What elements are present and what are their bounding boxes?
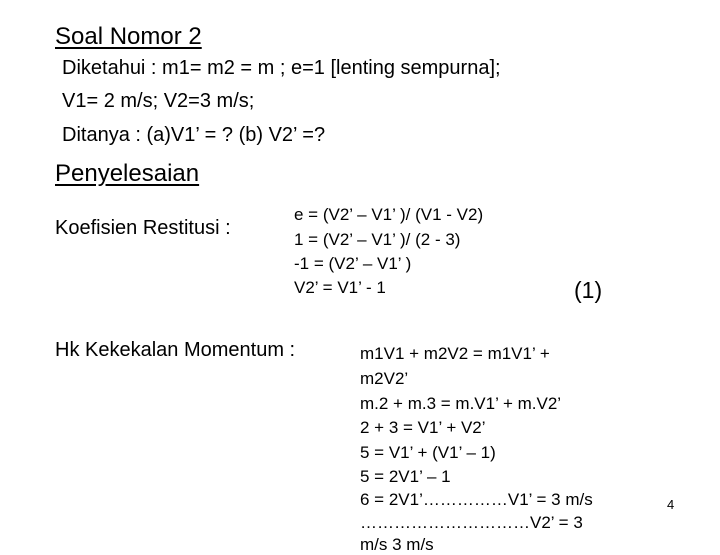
momentum-label: Hk Kekekalan Momentum :	[55, 339, 296, 361]
restitution-line-4: V2’ = V1’ - 1	[294, 278, 386, 297]
page-number: 4	[667, 497, 675, 512]
momentum-line-2: m2V2’	[360, 369, 409, 388]
slide-title: Soal Nomor 2	[55, 23, 202, 50]
momentum-line-3: m.2 + m.3 = m.V1’ + m.V2’	[360, 394, 562, 413]
solution-heading: Penyelesaian	[55, 160, 200, 187]
momentum-line-5: 5 = V1’ + (V1’ – 1)	[360, 443, 496, 462]
momentum-line-6: 5 = 2V1’ – 1	[360, 467, 451, 486]
restitution-line-2: 1 = (V2’ – V1’ )/ (2 - 3)	[294, 230, 461, 249]
momentum-line-1: m1V1 + m2V2 = m1V1’ +	[360, 344, 550, 363]
restitution-label: Koefisien Restitusi :	[55, 217, 231, 239]
restitution-line-1: e = (V2’ – V1’ )/ (V1 - V2)	[294, 205, 484, 224]
asked-line: Ditanya : (a)V1’ = ? (b) V2’ =?	[62, 124, 326, 146]
momentum-line-9: m/s 3 m/s	[360, 535, 434, 554]
equation-number: (1)	[574, 277, 603, 303]
momentum-line-4: 2 + 3 = V1’ + V2’	[360, 418, 486, 437]
given-line-1: Diketahui : m1= m2 = m ; e=1 [lenting sempurna];	[62, 57, 501, 79]
momentum-line-8: …………………………V2’ = 3	[360, 513, 583, 532]
restitution-line-3: -1 = (V2’ – V1’ )	[294, 254, 412, 273]
momentum-line-7: 6 = 2V1’……………V1’ = 3 m/s	[360, 490, 593, 509]
given-line-2: V1= 2 m/s; V2=3 m/s;	[62, 90, 255, 112]
